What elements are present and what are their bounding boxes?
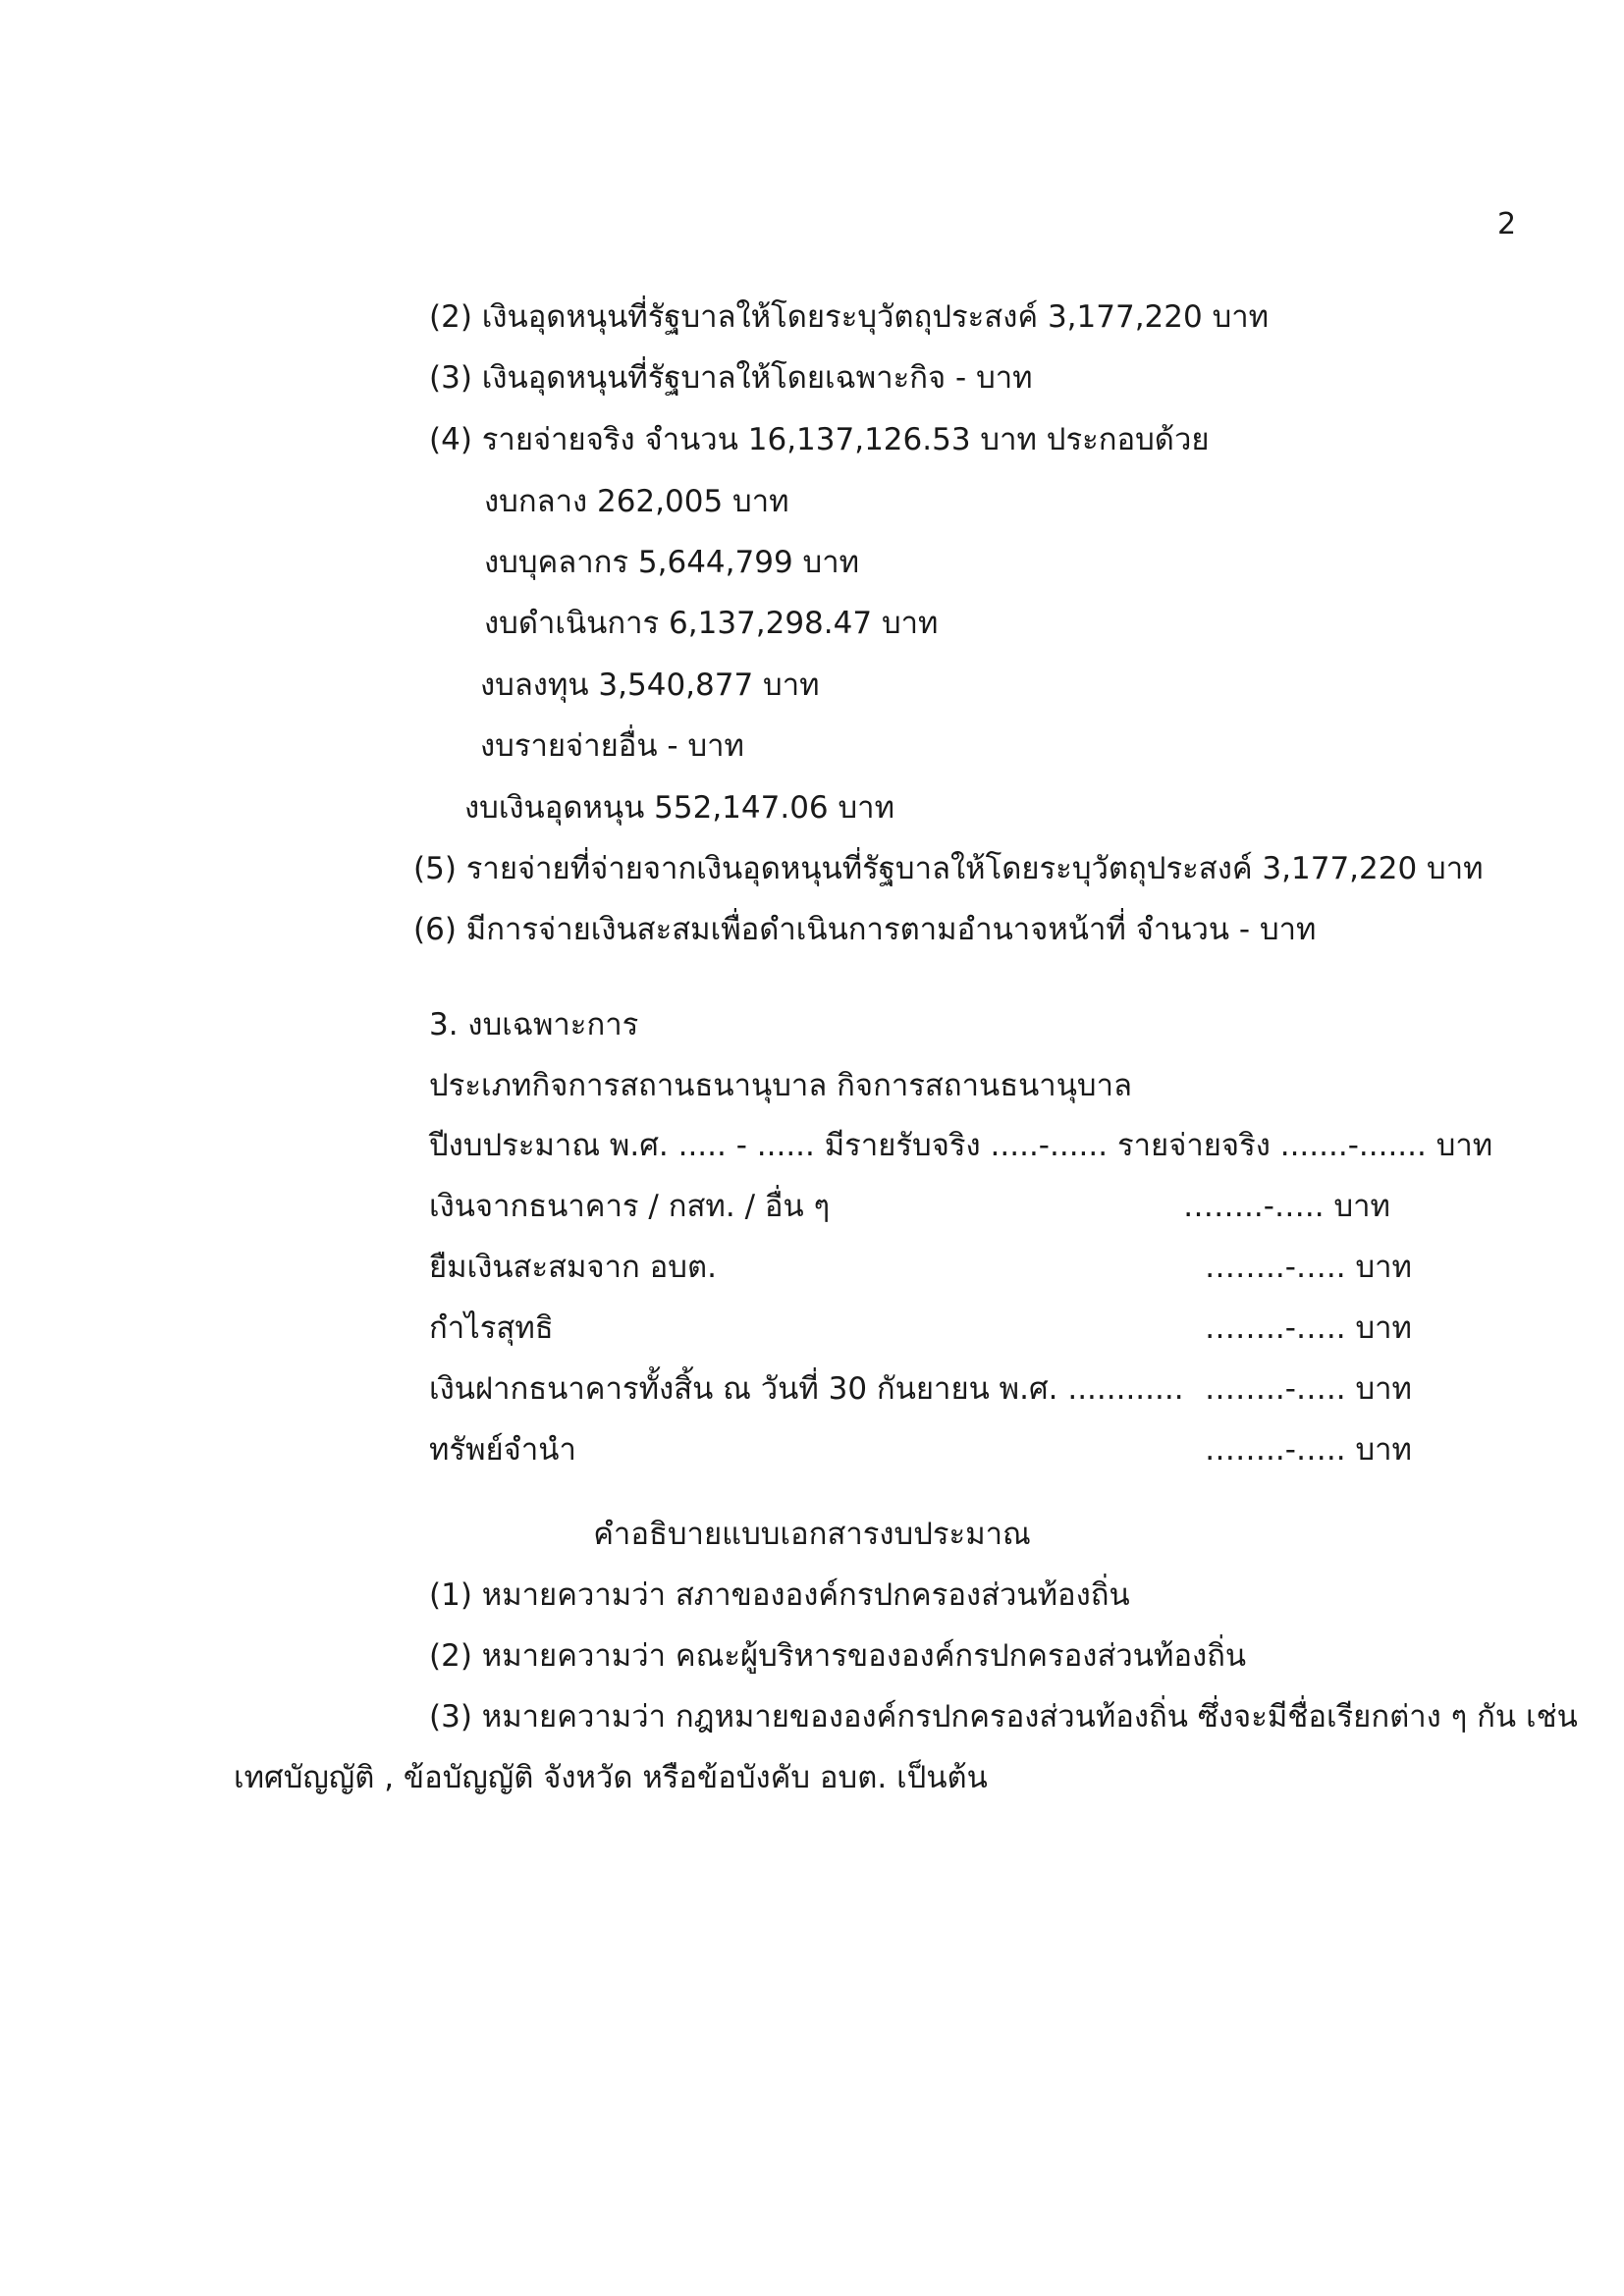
item-5-line: (5) รายจ่ายที่จ่ายจากเงินอุดหนุนที่รัฐบาลให้โดยระบุวัตถุประสงค์ 3,177,220 บาท xyxy=(413,851,1484,886)
borrowed-savings-amount: ……..-….. บาท xyxy=(1205,1250,1412,1285)
breakdown-personnel: งบบุคลากร 5,644,799 บาท xyxy=(484,545,860,580)
net-profit-amount: ……..-….. บาท xyxy=(1205,1310,1412,1346)
bank-funds-label: เงินจากธนาคาร / กสท. / อื่น ๆ xyxy=(429,1189,831,1224)
breakdown-operations: งบดำเนินการ 6,137,298.47 บาท xyxy=(484,606,939,641)
explanation-title: คำอธิบายแบบเอกสารงบประมาณ xyxy=(593,1517,1031,1552)
breakdown-investment: งบลงทุน 3,540,877 บาท xyxy=(480,667,820,703)
item-3-line: (3) เงินอุดหนุนที่รัฐบาลให้โดยเฉพาะกิจ - บาท xyxy=(429,360,1033,396)
item-6-line: (6) มีการจ่ายเงินสะสมเพื่อดำเนินการตามอำนาจหน้าที่ จำนวน - บาท xyxy=(413,912,1317,947)
explanation-note-3-continued: เทศบัญญัติ , ข้อบัญญัติ จังหวัด หรือข้อบังคับ อบต. เป็นต้น xyxy=(234,1760,988,1795)
section-3-heading: 3. งบเฉพาะการ xyxy=(429,1007,639,1042)
bank-deposit-label: เงินฝากธนาคารทั้งสิ้น ณ วันที่ 30 กันยายน พ.ศ. ............ xyxy=(429,1371,1184,1407)
explanation-note-2: (2) หมายความว่า คณะผู้บริหารขององค์กรปกครองส่วนท้องถิ่น xyxy=(429,1638,1247,1674)
breakdown-subsidy: งบเงินอุดหนุน 552,147.06 บาท xyxy=(464,790,895,826)
enterprise-type-line: ประเภทกิจการสถานธนานุบาล กิจการสถานธนานุบาล xyxy=(429,1068,1132,1103)
bank-deposit-amount: ……..-….. บาท xyxy=(1205,1371,1412,1407)
net-profit-label: กำไรสุทธิ xyxy=(429,1310,554,1346)
breakdown-central-budget: งบกลาง 262,005 บาท xyxy=(484,484,789,519)
fiscal-year-line: ปีงบประมาณ พ.ศ. ..... - ...... มีรายรับจริง .....-...... รายจ่ายจริง .......-....... บาท xyxy=(429,1128,1493,1163)
explanation-note-3: (3) หมายความว่า กฎหมายขององค์กรปกครองส่วนท้องถิ่น ซึ่งจะมีชื่อเรียกต่าง ๆ กัน เช่น xyxy=(429,1699,1578,1735)
item-4-line: (4) รายจ่ายจริง จำนวน 16,137,126.53 บาท ประกอบด้วย xyxy=(429,422,1210,457)
page-number: 2 xyxy=(1497,207,1517,241)
borrowed-savings-label: ยืมเงินสะสมจาก อบต. xyxy=(429,1250,717,1285)
item-2-line: (2) เงินอุดหนุนที่รัฐบาลให้โดยระบุวัตถุประสงค์ 3,177,220 บาท xyxy=(429,299,1270,335)
pledged-assets-amount: ……..-….. บาท xyxy=(1205,1432,1412,1468)
breakdown-other: งบรายจ่ายอื่น - บาท xyxy=(480,728,744,764)
bank-funds-amount: ……..-….. บาท xyxy=(1183,1189,1390,1224)
pledged-assets-label: ทรัพย์จำนำ xyxy=(429,1432,576,1468)
explanation-note-1: (1) หมายความว่า สภาขององค์กรปกครองส่วนท้องถิ่น xyxy=(429,1577,1130,1613)
